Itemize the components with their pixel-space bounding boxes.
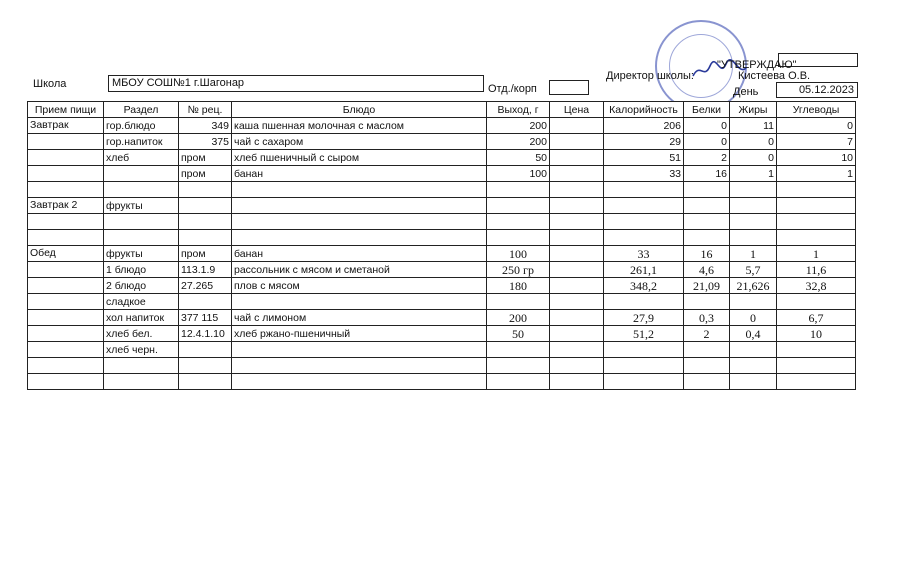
calories-cell: 33 xyxy=(604,166,684,182)
protein-cell: 16 xyxy=(684,166,730,182)
section-cell: 1 блюдо xyxy=(104,262,179,278)
fat-cell xyxy=(730,182,777,198)
section-cell xyxy=(104,166,179,182)
fat-cell xyxy=(730,294,777,310)
carbs-cell: 1 xyxy=(777,246,856,262)
price-cell xyxy=(550,166,604,182)
output-cell xyxy=(487,374,550,390)
dish-cell xyxy=(232,182,487,198)
fat-cell: 0 xyxy=(730,150,777,166)
price-cell xyxy=(550,374,604,390)
recipe-cell xyxy=(179,198,232,214)
table-row xyxy=(28,134,856,150)
protein-cell: 16 xyxy=(684,246,730,262)
dish-cell: чай с сахаром xyxy=(232,134,487,150)
protein-cell: 2 xyxy=(684,326,730,342)
meal-cell: Завтрак xyxy=(28,118,104,134)
protein-cell xyxy=(684,230,730,246)
protein-cell: 4,6 xyxy=(684,262,730,278)
carbs-cell xyxy=(777,214,856,230)
price-cell xyxy=(550,310,604,326)
calories-cell: 51,2 xyxy=(604,326,684,342)
section-cell: хол напиток xyxy=(104,310,179,326)
table-row xyxy=(28,198,856,214)
table-row xyxy=(28,374,856,390)
fat-cell xyxy=(730,358,777,374)
meal-cell xyxy=(28,182,104,198)
output-cell xyxy=(487,230,550,246)
calories-cell: 348,2 xyxy=(604,278,684,294)
price-cell xyxy=(550,134,604,150)
recipe-cell: пром xyxy=(179,246,232,262)
carbs-cell: 1 xyxy=(777,166,856,182)
meal-cell: Обед xyxy=(28,246,104,262)
table-row xyxy=(28,214,856,230)
price-cell xyxy=(550,246,604,262)
dish-cell: хлеб пшеничный с сыром xyxy=(232,150,487,166)
carbs-cell: 10 xyxy=(777,326,856,342)
recipe-cell xyxy=(179,214,232,230)
school-name-field: МБОУ СОШ№1 г.Шагонар xyxy=(108,75,484,92)
protein-cell: 0 xyxy=(684,134,730,150)
price-cell xyxy=(550,342,604,358)
table-row xyxy=(28,166,856,182)
calories-cell xyxy=(604,198,684,214)
meal-cell xyxy=(28,230,104,246)
col-carbs: Углеводы xyxy=(777,102,856,118)
meal-cell xyxy=(28,342,104,358)
meal-cell xyxy=(28,294,104,310)
section-cell: хлеб бел. xyxy=(104,326,179,342)
price-cell xyxy=(550,358,604,374)
dish-cell xyxy=(232,374,487,390)
carbs-cell xyxy=(777,182,856,198)
calories-cell xyxy=(604,214,684,230)
recipe-cell xyxy=(179,342,232,358)
approve-label: "УТВЕРЖДАЮ" xyxy=(717,59,797,71)
section-cell xyxy=(104,358,179,374)
section-cell: хлеб xyxy=(104,150,179,166)
col-price: Цена xyxy=(550,102,604,118)
section-cell: фрукты xyxy=(104,246,179,262)
recipe-cell xyxy=(179,230,232,246)
calories-cell xyxy=(604,374,684,390)
output-cell: 250 гр xyxy=(487,262,550,278)
calories-cell: 27,9 xyxy=(604,310,684,326)
carbs-cell: 7 xyxy=(777,134,856,150)
table-row xyxy=(28,310,856,326)
section-cell: гор.блюдо xyxy=(104,118,179,134)
protein-cell xyxy=(684,342,730,358)
output-cell xyxy=(487,342,550,358)
section-cell: сладкое xyxy=(104,294,179,310)
dish-cell xyxy=(232,214,487,230)
dish-cell: банан xyxy=(232,246,487,262)
calories-cell: 33 xyxy=(604,246,684,262)
protein-cell xyxy=(684,198,730,214)
fat-cell: 0,4 xyxy=(730,326,777,342)
section-cell xyxy=(104,182,179,198)
price-cell xyxy=(550,182,604,198)
fat-cell: 0 xyxy=(730,310,777,326)
output-cell xyxy=(487,294,550,310)
school-label: Школа xyxy=(33,78,67,90)
protein-cell xyxy=(684,214,730,230)
calories-cell xyxy=(604,182,684,198)
output-cell: 200 xyxy=(487,118,550,134)
fat-cell: 1 xyxy=(730,166,777,182)
price-cell xyxy=(550,150,604,166)
dish-cell: каша пшенная молочная с маслом xyxy=(232,118,487,134)
recipe-cell xyxy=(179,374,232,390)
price-cell xyxy=(550,262,604,278)
menu-table xyxy=(27,101,856,390)
section-cell xyxy=(104,230,179,246)
col-section: Раздел xyxy=(104,102,179,118)
output-cell: 50 xyxy=(487,326,550,342)
meal-cell xyxy=(28,262,104,278)
carbs-cell xyxy=(777,230,856,246)
dish-cell xyxy=(232,230,487,246)
protein-cell xyxy=(684,182,730,198)
table-row xyxy=(28,294,856,310)
section-cell xyxy=(104,374,179,390)
table-row xyxy=(28,230,856,246)
director-name: Кистеева О.В. xyxy=(738,70,811,82)
dish-cell: чай с лимоном xyxy=(232,310,487,326)
protein-cell: 21,09 xyxy=(684,278,730,294)
price-cell xyxy=(550,230,604,246)
table-row xyxy=(28,150,856,166)
col-meal: Прием пищи xyxy=(28,102,104,118)
table-row xyxy=(28,262,856,278)
dept-label: Отд./корп xyxy=(488,83,537,95)
recipe-cell: 12.4.1.10 xyxy=(179,326,232,342)
col-protein: Белки xyxy=(684,102,730,118)
protein-cell xyxy=(684,374,730,390)
calories-cell: 261,1 xyxy=(604,262,684,278)
output-cell: 200 xyxy=(487,134,550,150)
carbs-cell xyxy=(777,374,856,390)
output-cell xyxy=(487,358,550,374)
day-label: День xyxy=(733,86,759,98)
carbs-cell: 0 xyxy=(777,118,856,134)
dish-cell xyxy=(232,198,487,214)
output-cell xyxy=(487,214,550,230)
table-row xyxy=(28,182,856,198)
output-cell xyxy=(487,182,550,198)
protein-cell: 0,3 xyxy=(684,310,730,326)
calories-cell: 206 xyxy=(604,118,684,134)
fat-cell xyxy=(730,374,777,390)
meal-cell xyxy=(28,374,104,390)
meal-cell xyxy=(28,150,104,166)
carbs-cell xyxy=(777,294,856,310)
table-row xyxy=(28,358,856,374)
carbs-cell xyxy=(777,342,856,358)
output-cell xyxy=(487,198,550,214)
section-cell xyxy=(104,214,179,230)
recipe-cell: 113.1.9 xyxy=(179,262,232,278)
output-cell: 100 xyxy=(487,246,550,262)
recipe-cell xyxy=(179,182,232,198)
recipe-cell: 27.265 xyxy=(179,278,232,294)
output-cell: 50 xyxy=(487,150,550,166)
price-cell xyxy=(550,198,604,214)
dish-cell xyxy=(232,342,487,358)
fat-cell: 1 xyxy=(730,246,777,262)
carbs-cell: 11,6 xyxy=(777,262,856,278)
fat-cell xyxy=(730,214,777,230)
fat-cell xyxy=(730,230,777,246)
carbs-cell xyxy=(777,358,856,374)
recipe-cell: 377 115 xyxy=(179,310,232,326)
section-cell: 2 блюдо xyxy=(104,278,179,294)
table-header-row xyxy=(28,102,856,118)
dish-cell xyxy=(232,358,487,374)
recipe-cell: пром xyxy=(179,166,232,182)
meal-cell xyxy=(28,214,104,230)
recipe-cell: 375 xyxy=(179,134,232,150)
recipe-cell: пром xyxy=(179,150,232,166)
protein-cell: 0 xyxy=(684,118,730,134)
date-field: 05.12.2023 xyxy=(776,82,858,98)
price-cell xyxy=(550,214,604,230)
calories-cell xyxy=(604,358,684,374)
meal-cell xyxy=(28,358,104,374)
table-row xyxy=(28,278,856,294)
calories-cell: 51 xyxy=(604,150,684,166)
price-cell xyxy=(550,118,604,134)
price-cell xyxy=(550,326,604,342)
price-cell xyxy=(550,294,604,310)
table-row xyxy=(28,326,856,342)
dish-cell: рассольник с мясом и сметаной xyxy=(232,262,487,278)
section-cell: фрукты xyxy=(104,198,179,214)
calories-cell xyxy=(604,342,684,358)
output-cell: 100 xyxy=(487,166,550,182)
dish-cell xyxy=(232,294,487,310)
protein-cell: 2 xyxy=(684,150,730,166)
carbs-cell: 10 xyxy=(777,150,856,166)
carbs-cell xyxy=(777,198,856,214)
section-cell: гор.напиток xyxy=(104,134,179,150)
calories-cell xyxy=(604,294,684,310)
meal-cell xyxy=(28,310,104,326)
fat-cell xyxy=(730,198,777,214)
meal-cell: Завтрак 2 xyxy=(28,198,104,214)
col-output: Выход, г xyxy=(487,102,550,118)
calories-cell xyxy=(604,230,684,246)
meal-cell xyxy=(28,278,104,294)
col-recipe: № рец. xyxy=(179,102,232,118)
carbs-cell: 6,7 xyxy=(777,310,856,326)
output-cell: 180 xyxy=(487,278,550,294)
fat-cell: 0 xyxy=(730,134,777,150)
recipe-cell xyxy=(179,358,232,374)
table-row xyxy=(28,342,856,358)
meal-cell xyxy=(28,134,104,150)
dish-cell: банан xyxy=(232,166,487,182)
fat-cell: 5,7 xyxy=(730,262,777,278)
table-row xyxy=(28,246,856,262)
fat-cell: 21,626 xyxy=(730,278,777,294)
col-fat: Жиры xyxy=(730,102,777,118)
fat-cell xyxy=(730,342,777,358)
price-cell xyxy=(550,278,604,294)
recipe-cell: 349 xyxy=(179,118,232,134)
dish-cell: хлеб ржано-пшеничный xyxy=(232,326,487,342)
protein-cell xyxy=(684,294,730,310)
fat-cell: 11 xyxy=(730,118,777,134)
carbs-cell: 32,8 xyxy=(777,278,856,294)
calories-cell: 29 xyxy=(604,134,684,150)
dept-field xyxy=(549,80,589,95)
section-cell: хлеб черн. xyxy=(104,342,179,358)
director-label: Директор школы: xyxy=(606,70,694,82)
table-row xyxy=(28,118,856,134)
recipe-cell xyxy=(179,294,232,310)
meal-cell xyxy=(28,166,104,182)
meal-cell xyxy=(28,326,104,342)
col-dish: Блюдо xyxy=(232,102,487,118)
dish-cell: плов с мясом xyxy=(232,278,487,294)
protein-cell xyxy=(684,358,730,374)
output-cell: 200 xyxy=(487,310,550,326)
col-calories: Калорийность xyxy=(604,102,684,118)
